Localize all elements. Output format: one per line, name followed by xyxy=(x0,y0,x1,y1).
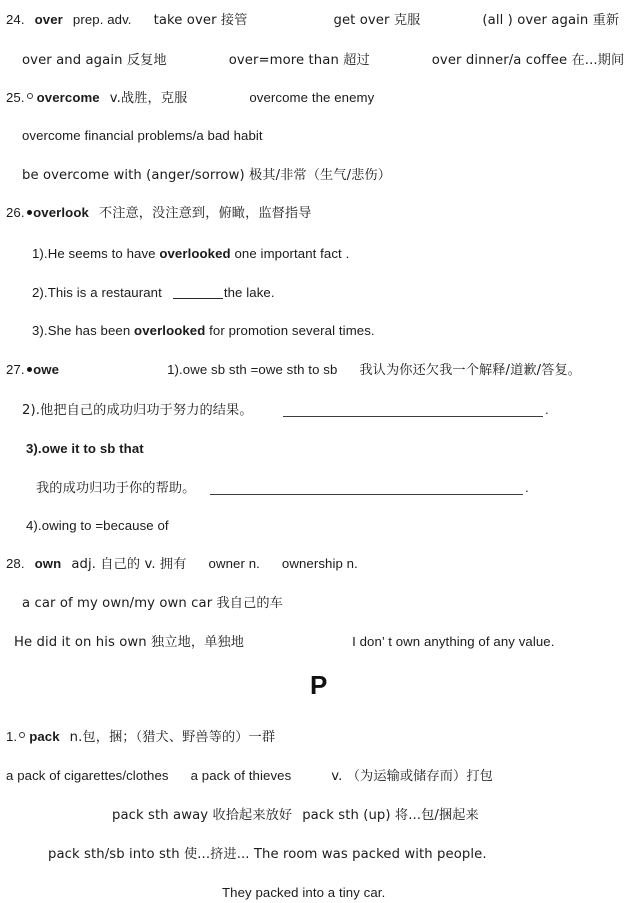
entry-26-definition: 不注意，没注意到，俯瞰，监督指导 xyxy=(98,206,312,221)
entry-24-line-1 xyxy=(6,11,619,30)
entry-p1-example-5: pack sth (up) 将...包/捆起来 xyxy=(302,808,479,823)
section-letter-heading: P xyxy=(310,670,328,700)
entry-25-line-3 xyxy=(22,166,391,185)
entry-p1-line-3 xyxy=(112,806,479,825)
entry-28-headword: own xyxy=(34,556,62,571)
entry-26-sentence-1 xyxy=(32,245,349,263)
entry-28-number: 28. xyxy=(6,556,25,571)
entry-28-line-1 xyxy=(6,555,358,574)
entry-27-sentence-4-period xyxy=(525,479,529,497)
entry-28-derivative-2: ownership n. xyxy=(281,556,358,571)
entry-26-sentence-1-post: one important fact . xyxy=(230,246,350,261)
entry-26-sentence-2-pre: 2).This is a restaurant xyxy=(32,285,162,300)
solid-bullet-marker-icon xyxy=(27,367,33,373)
open-circle-marker-icon xyxy=(27,93,33,99)
entry-25-line-2 xyxy=(22,127,263,145)
entry-27-sentence-3 xyxy=(26,440,144,458)
entry-26-number: 26. xyxy=(6,205,25,220)
entry-27-sentence-5-text: 4).owing to =because of xyxy=(26,518,169,533)
entry-26-line-1 xyxy=(6,204,312,223)
entry-26-headword: overlook xyxy=(33,205,89,220)
entry-27-sentence-4-cn: 我的成功归功于你的帮助。 xyxy=(36,481,196,496)
entry-28-definition: adj. 自己的 v. 拥有 xyxy=(71,557,187,572)
entry-26-sentence-1-keyword: overlooked xyxy=(159,246,231,261)
entry-27-sentence-3-text: 3).owe it to sb that xyxy=(26,441,144,456)
entry-27-headword: owe xyxy=(33,362,60,377)
entry-27-number: 27. xyxy=(6,362,25,377)
entry-27-sentence-2-cn: 2).他把自己的成功归功于努力的结果。 xyxy=(22,403,253,418)
entry-24-headword: over xyxy=(34,12,63,27)
entry-26-sentence-2 xyxy=(32,284,275,302)
entry-p1-example-7: They packed into a tiny car. xyxy=(222,885,386,900)
entry-p1-headword: pack xyxy=(29,729,60,744)
entry-p1-line-4 xyxy=(48,845,487,864)
entry-24-number: 24. xyxy=(6,12,25,27)
entry-26-sentence-2-post: the lake. xyxy=(223,285,275,300)
entry-25-headword: overcome xyxy=(36,90,100,105)
entry-28-line-2 xyxy=(22,594,283,613)
entry-p1-definition: n.包，捆；（猎犬、野兽等的）一群 xyxy=(69,730,276,745)
answer-rule-2[interactable] xyxy=(210,494,523,495)
open-circle-marker-icon xyxy=(19,732,25,738)
entry-p1-number: 1. xyxy=(6,729,18,744)
entry-24-phrase-6: over dinner/a coffee 在...期间 xyxy=(431,53,625,68)
entry-25-number: 25. xyxy=(6,90,25,105)
entry-p1-line-2 xyxy=(6,767,493,786)
entry-24-phrase-5: over=more than 超过 xyxy=(228,53,370,68)
entry-p1-example-4: pack sth away 收拾起来放好 xyxy=(112,808,293,823)
entry-27-sentence-4 xyxy=(36,479,195,498)
entry-25-line-1 xyxy=(6,89,374,108)
entry-24-pos: prep. adv. xyxy=(72,12,132,27)
entry-p1-line-5 xyxy=(222,884,385,902)
entry-26-sentence-3 xyxy=(32,322,375,340)
entry-25-example-1: overcome the enemy xyxy=(249,90,375,105)
entry-27-sentence-1-cn: 我认为你还欠我一个解释/道歉/答复。 xyxy=(359,363,582,378)
entry-27-sentence-5 xyxy=(26,517,169,535)
entry-27-sentence-1: 1).owe sb sth =owe sth to sb xyxy=(167,362,338,377)
entry-28-example-1: a car of my own/my own car 我自己的车 xyxy=(22,596,283,611)
period-mark: . xyxy=(545,402,549,417)
entry-28-line-3 xyxy=(14,633,555,652)
entry-p1-example-3: v. （为运输或储存而）打包 xyxy=(331,769,493,784)
entry-28-example-3: I don’ t own anything of any value. xyxy=(352,634,555,649)
entry-24-phrase-1: take over 接管 xyxy=(153,13,248,28)
entry-p1-example-1: a pack of cigarettes/clothes xyxy=(6,768,169,783)
entry-p1-line-1 xyxy=(6,728,275,747)
entry-25-example-3: be overcome with (anger/sorrow) 极其/非常（生气/悲伤） xyxy=(22,168,391,183)
entry-24-phrase-2: get over 克服 xyxy=(333,13,421,28)
entry-28-derivative-1: owner n. xyxy=(208,556,260,571)
entry-26-sentence-3-keyword: overlooked xyxy=(134,323,206,338)
entry-25-definition: v.战胜，克服 xyxy=(109,91,188,106)
entry-25-example-2: overcome financial problems/a bad habit xyxy=(22,128,263,143)
entry-p1-example-6: pack sth/sb into sth 使...挤进... The room was packed with people. xyxy=(48,847,487,862)
period-mark: . xyxy=(525,480,529,495)
answer-rule-1[interactable] xyxy=(283,416,543,417)
entry-27-sentence-2 xyxy=(22,401,253,420)
entry-24-line-2 xyxy=(22,51,624,70)
entry-26-sentence-3-pre: 3).She has been xyxy=(32,323,135,338)
entry-26-sentence-1-pre: 1).He seems to have xyxy=(32,246,160,261)
entry-24-phrase-4: over and again 反复地 xyxy=(22,53,167,68)
entry-28-example-2: He did it on his own 独立地，单独地 xyxy=(14,635,245,650)
fill-in-blank[interactable] xyxy=(173,298,223,299)
entry-27-sentence-2-period xyxy=(545,401,549,419)
entry-26-sentence-3-post: for promotion several times. xyxy=(205,323,375,338)
entry-27-line-1 xyxy=(6,361,581,380)
solid-bullet-marker-icon xyxy=(27,210,33,216)
entry-24-phrase-3: (all ) over again 重新 xyxy=(482,13,620,28)
entry-p1-example-2: a pack of thieves xyxy=(190,768,292,783)
